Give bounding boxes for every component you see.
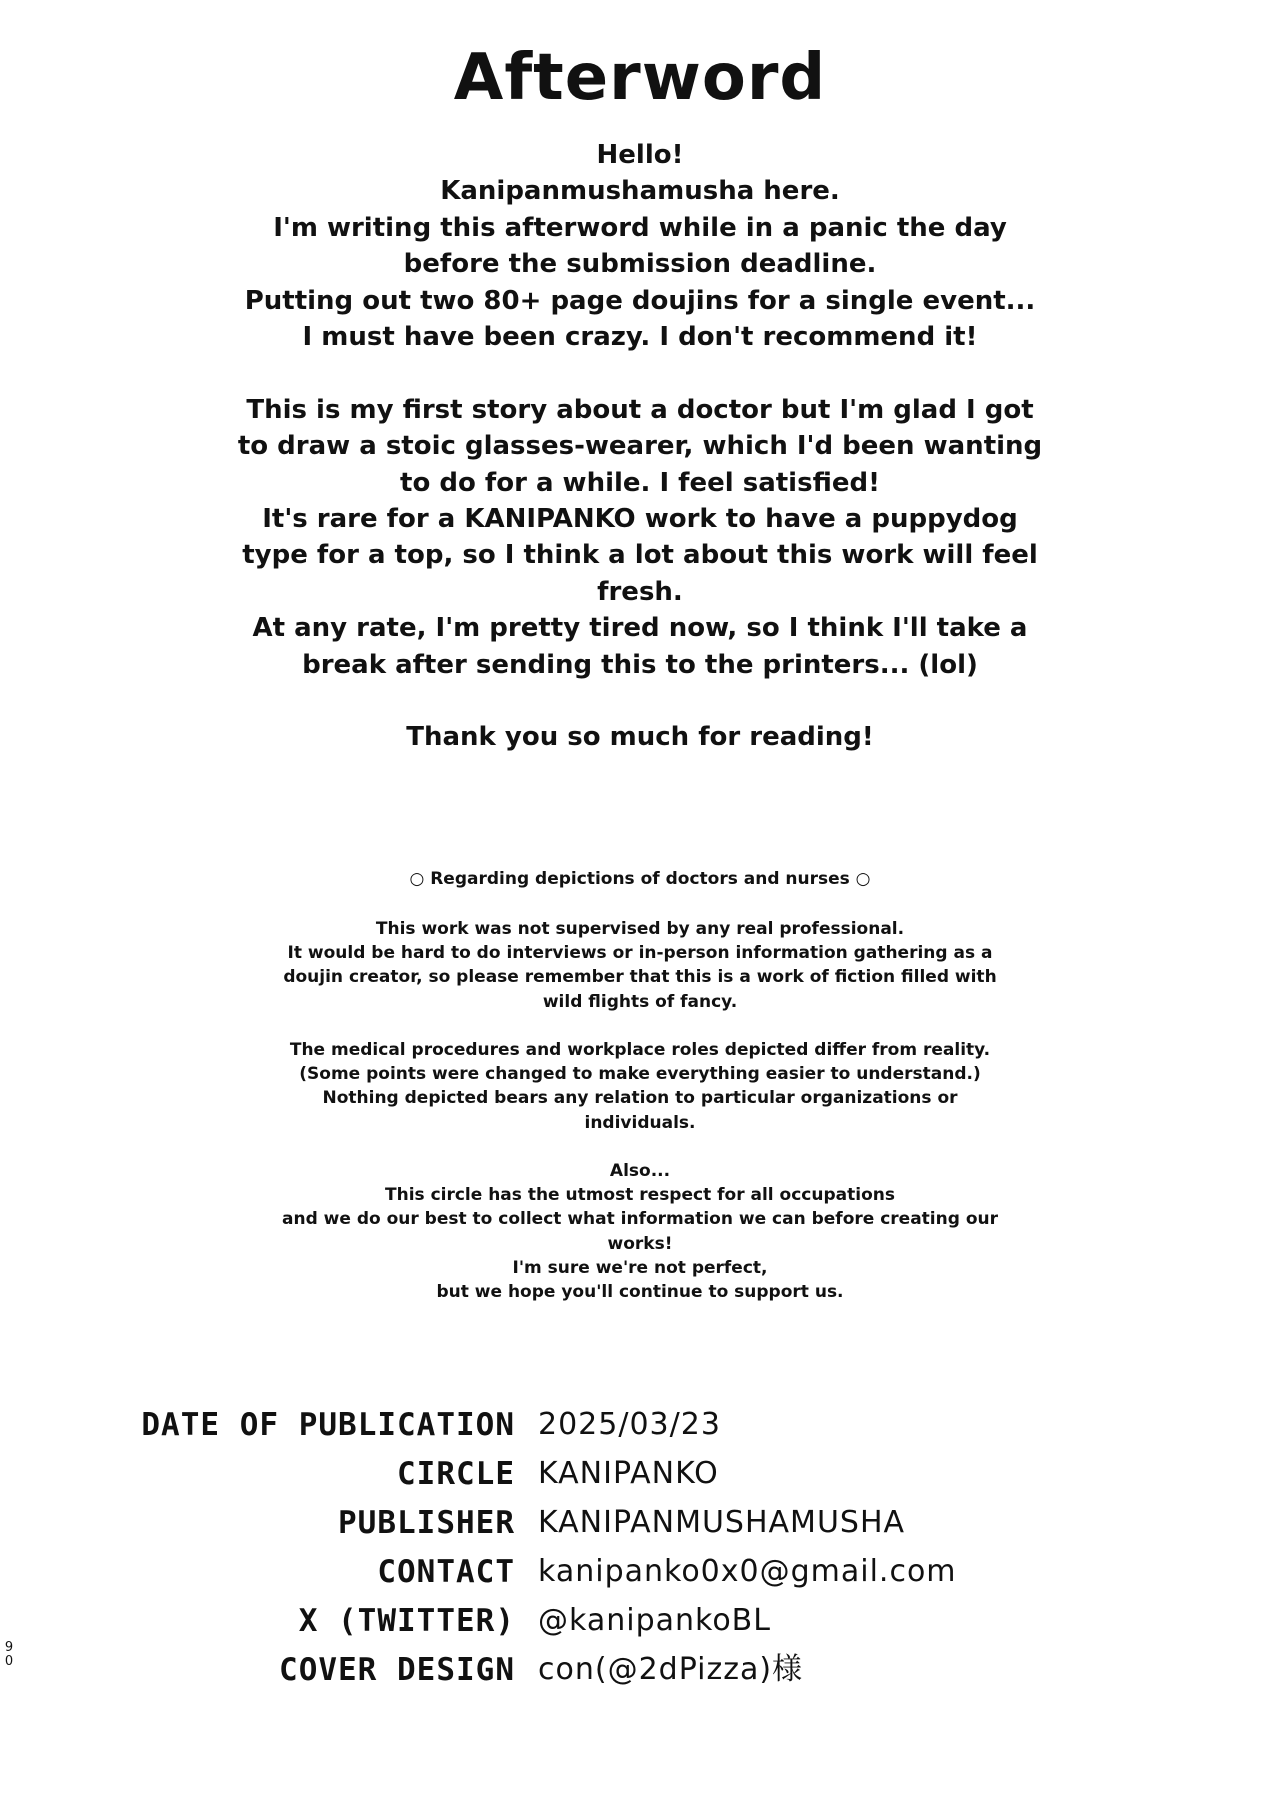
colophon-label: DATE OF PUBLICATION [141,1407,515,1443]
message-line: before the submission deadline. [403,249,877,280]
message-line: to draw a stoic glasses-wearer, which I'd been wanting [237,431,1043,462]
message-line: Putting out two 80+ page doujins for a single event... [244,285,1036,316]
disclaimer-heading: ○ Regarding depictions of doctors and nurses ○ [409,869,871,889]
colophon [0,1405,1280,1699]
disclaimer-line: Nothing depicted bears any relation to particular organizations or [322,1088,958,1109]
page-title: Afterword [453,41,827,115]
colophon-label: PUBLISHER [338,1505,515,1541]
message-line: Thank you so much for reading! [406,722,874,753]
disclaimer-line: Also... [609,1161,671,1181]
colophon-row-cover-design [0,1650,1280,1699]
message-line: I must have been crazy. I don't recommend it! [302,322,978,353]
colophon-value: KANIPANMUSHAMUSHA [538,1505,906,1540]
disclaimer-body [0,917,1280,1304]
page-number-digit: 0 [4,1654,14,1669]
paragraph-gap [0,683,1280,719]
message-line: This is my first story about a doctor but I'm glad I got [246,394,1034,425]
disclaimer-line: and we do our best to collect what information we can before creating our [282,1209,998,1230]
page-number [2,1641,16,1669]
disclaimer-line: This circle has the utmost respect for all occupations [385,1185,895,1206]
message-line: It's rare for a KANIPANKO work to have a puppydog [262,504,1018,535]
message-line: Kanipanmushamusha here. [440,176,840,207]
message-line: fresh. [597,576,683,607]
disclaimer-line: I'm sure we're not perfect, [512,1257,768,1278]
colophon-value: KANIPANKO [538,1456,719,1491]
message-line: At any rate, I'm pretty tired now, so I think I'll take a [252,613,1028,644]
disclaimer-line: The medical procedures and workplace roles depicted differ from reality. [289,1040,991,1060]
message-line: I'm writing this afterword while in a panic the day [273,212,1007,243]
colophon-label: X (TWITTER) [298,1603,515,1639]
disclaimer-line: individuals. [584,1112,696,1133]
colophon-row-publisher [0,1503,1280,1552]
disclaimer-line: doujin creator, so please remember that this is a work of fiction filled with [283,967,997,988]
message-line: break after sending this to the printers... (lol) [302,649,978,680]
colophon-value: con(@2dPizza)様 [538,1652,804,1687]
disclaimer-line: It would be hard to do interviews or in-person information gathering as a [287,943,993,964]
disclaimer-line: (Some points were changed to make everything easier to understand.) [299,1064,981,1085]
message-line: type for a top, so I think a lot about this work will feel [242,540,1038,571]
colophon-row-contact [0,1552,1280,1601]
disclaimer-line: This work was not supervised by any real professional. [375,919,905,939]
page-number-digit: 9 [4,1640,14,1655]
disclaimer-line: but we hope you'll continue to support us. [436,1282,844,1303]
disclaimer-line: wild flights of fancy. [542,991,738,1012]
disclaimer-line: works! [607,1233,673,1254]
contact-email: kanipanko0x0@gmail.com [538,1554,957,1589]
colophon-label: CONTACT [377,1554,515,1590]
paragraph-gap [0,355,1280,391]
colophon-row-circle [0,1454,1280,1503]
paragraph-gap [0,1135,1280,1159]
colophon-label: CIRCLE [397,1456,515,1492]
colophon-label: COVER DESIGN [279,1652,515,1688]
colophon-value: 2025/03/23 [538,1407,721,1442]
paragraph-gap [0,1014,1280,1038]
colophon-row-date [0,1405,1280,1454]
twitter-handle: @kanipankoBL [538,1603,771,1638]
message-line: Hello! [596,140,684,170]
message-line: to do for a while. I feel satisfied! [400,467,880,498]
afterword-message [0,137,1280,756]
colophon-row-twitter [0,1601,1280,1650]
